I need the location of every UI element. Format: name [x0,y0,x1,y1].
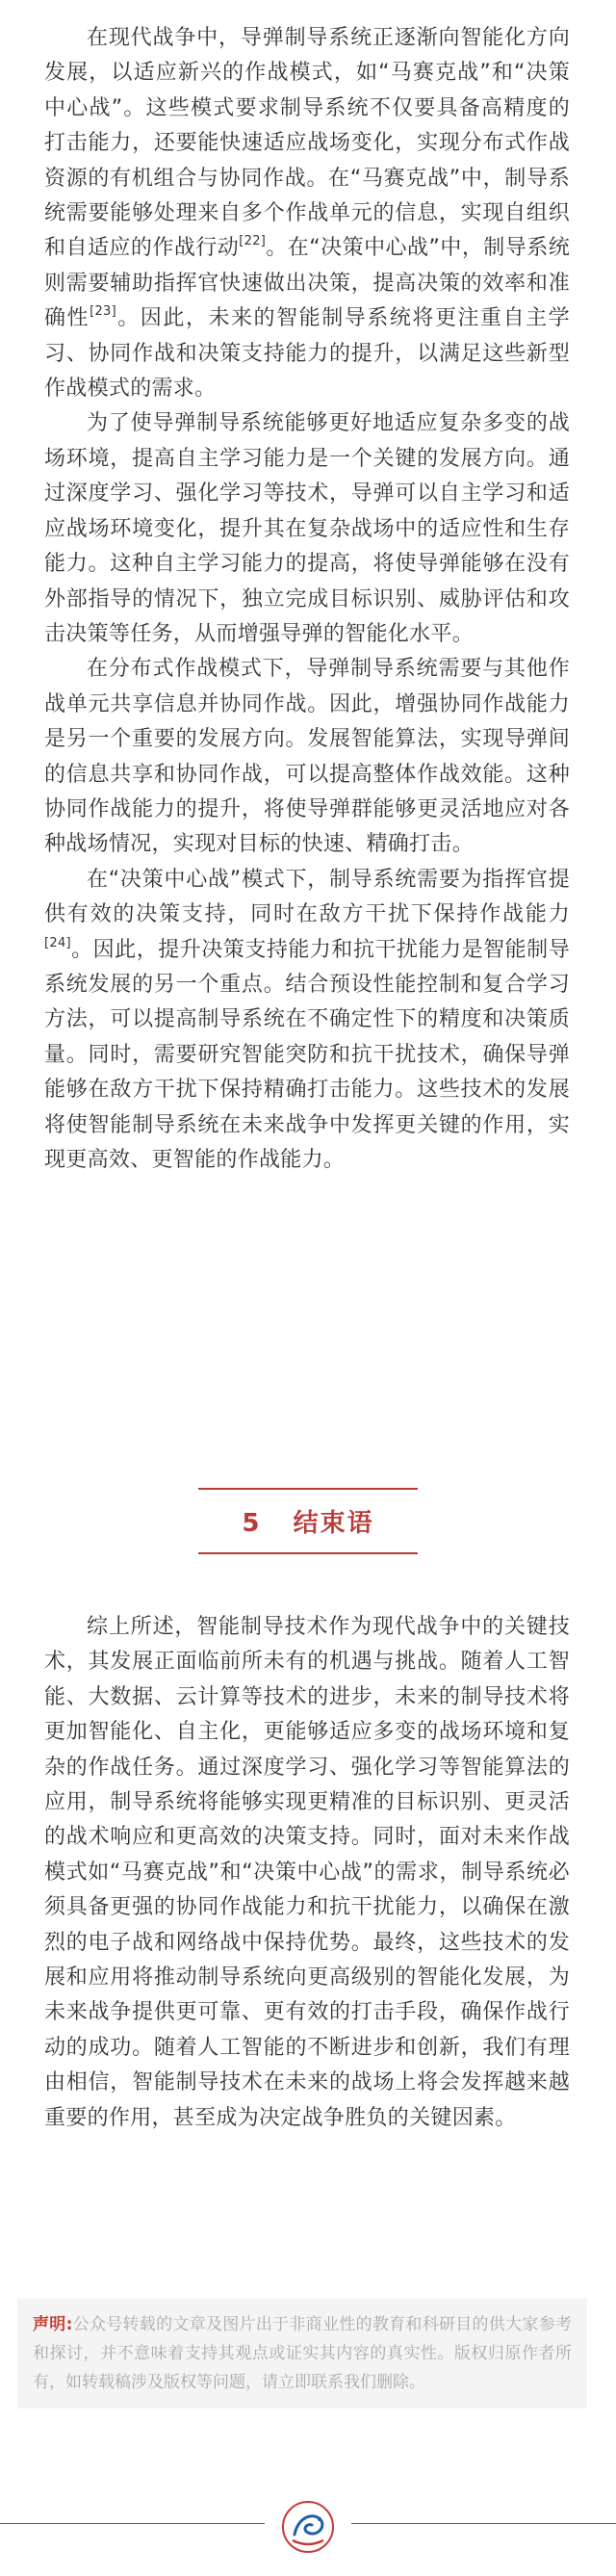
paragraph [44,1610,570,2136]
citation-ref: [24] [44,935,71,950]
heading-rule-bottom [198,1552,418,1554]
paragraph-text: 在分布式作战模式下，导弹制导系统需要与其他作战单元共享信息并协同作战。因此，增强协同作战能力是另一个重要的发展方向。发展智能算法，实现导弹间的信息共享和协同作战，可以提高整体作战效能。这种协同作战能力的提升，将使导弹群能够更灵活地应对各种战场情况，实现对目标的快速、精确打击。 [44,657,570,857]
paragraph-text: 在“决策中心战”模式下，制导系统需要为指挥官提供有效的决策支持，同时在敌方干扰下保持作战能力 [44,867,570,927]
dragon-emblem-icon [277,2496,339,2558]
notice-text: 公众号转载的文章及图片出于非商业性的教育和科研目的供大家参考和探讨，并不意味着支持其观点或证实其内容的真实性。版权归原作者所有，如转载稿涉及版权等问题，请立即联系我们删除。 [33,2315,572,2392]
paragraph [44,652,570,862]
paragraph [44,863,570,1179]
paragraph [44,406,570,652]
paragraph-text: 。因此，提升决策支持能力和抗干扰能力是智能制导系统发展的另一个重点。结合预设性能控制和复合学习方法，可以提高制导系统在不确定性下的精度和决策质量。同时，需要研究智能突防和抗干扰技术，确保导弹能够在敌方干扰下保持精确打击能力。这些技术的发展将使智能制导系统在未来战争中发挥更关键的作用，实现更高效、更智能的作战能力。 [44,937,570,1172]
footer-divider-left [0,2523,265,2524]
paragraph [44,21,570,406]
citation-ref: [22] [239,234,267,249]
notice-label: 声明: [33,2315,73,2334]
paragraph-text: 在现代战争中，导弹制导系统正逐渐向智能化方向发展，以适应新兴的作战模式，如“马赛克战”和“决策中心战”。这些模式要求制导系统不仅要具备高精度的打击能力，还要能快速适应战场变化，实现分布式作战资源的有机组合与协同作战。在“马赛克战”中，制导系统需要能够处理来自多个作战单元的信息，实现自组织和自适应的作战行动 [44,26,570,261]
paragraph-text: 。因此，未来的智能制导系统将更注重自主学习、协同作战和决策支持能力的提升，以满足这些新型作战模式的需求。 [44,306,570,402]
section-heading-title: 5 结束语 [242,1509,374,1538]
paragraph-text: 为了使导弹制导系统能够更好地适应复杂多变的战场环境，提高自主学习能力是一个关键的发展方向。通过深度学习、强化学习等技术，导弹可以自主学习和适应战场环境变化，提升其在复杂战场中的适应性和生存能力。这种自主学习能力的提高，将使导弹能够在没有外部指导的情况下，独立完成目标识别、威胁评估和攻击决策等任务，从而增强导弹的智能化水平。 [44,411,570,646]
section-heading [198,1488,418,1554]
paragraph-text: 综上所述，智能制导技术作为现代战争中的关键技术，其发展正面临前所未有的机遇与挑战。随着人工智能、大数据、云计算等技术的进步，未来的制导技术将更加智能化、自主化，更能够适应多变的战场环境和复杂的作战任务。通过深度学习、强化学习等智能算法的应用，制导系统将能够实现更精准的目标识别、更灵活的战术响应和更高效的决策支持。同时，面对未来作战模式如“马赛克战”和“决策中心战”的需求，制导系统必须具备更强的协同作战能力和抗干扰能力，以确保在激烈的电子战和网络战中保持优势。最终，这些技术的发展和应用将推动制导系统向更高级别的智能化发展，为未来战争提供更可靠、更有效的打击手段，确保作战行动的成功。随着人工智能的不断进步和创新，我们有理由相信，智能制导技术在未来的战场上将会发挥越来越重要的作用，甚至成为决定战争胜负的关键因素。 [44,1615,570,2130]
citation-ref: [23] [90,304,116,320]
article-body-top [44,21,570,1178]
copyright-notice [17,2299,587,2408]
footer-divider-right [351,2523,616,2524]
article-body-conclusion [44,1610,570,2136]
paragraph-text: 。在“决策中心战”中，制导系统则需要辅助指挥官快速做出决策，提高决策的效率和准确性 [44,236,571,331]
heading-rule-top [198,1488,418,1490]
